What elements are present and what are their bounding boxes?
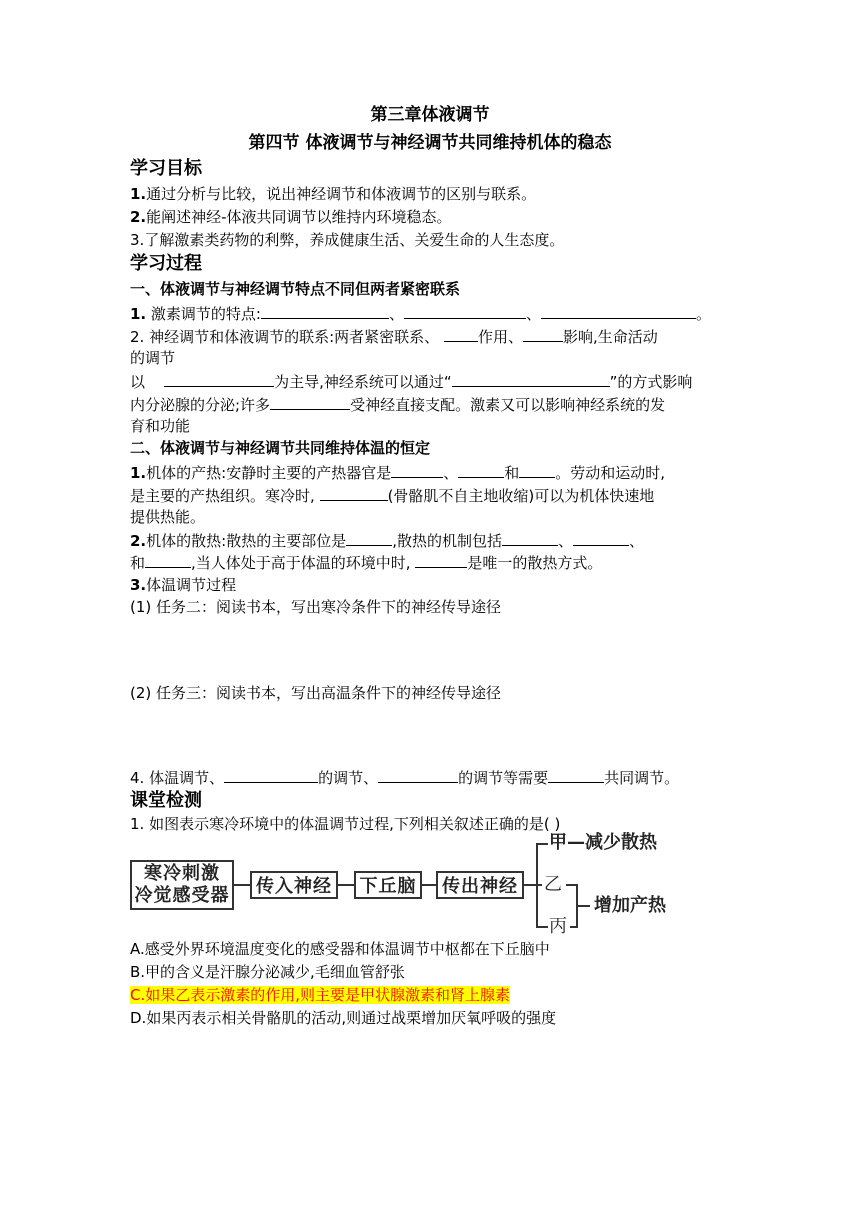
part1-q2-line4: 内分泌腺的分泌;许多 受神经直接支配。激素又可以影响神经系统的发	[130, 393, 665, 416]
answer-blank	[415, 551, 467, 568]
task3: (2) 任务三：阅读书本，写出高温条件下的神经传导途径	[130, 684, 502, 702]
answer-blank	[261, 302, 389, 319]
diagram-box-efferent: 传出神经	[436, 871, 524, 899]
check-heading: 课堂检测	[130, 790, 202, 811]
task2: (1) 任务二：阅读书本，写出寒冷条件下的神经传导途径	[130, 598, 502, 616]
answer-blank	[541, 302, 696, 319]
diagram-label-yi: 乙	[544, 874, 562, 895]
answer-blank	[145, 551, 191, 568]
part2-p1: 1.机体的产热:安静时主要的产热器官是 、 和 。劳动和运动时,	[130, 461, 665, 484]
option-a: A.感受外界环境温度变化的感受器和体温调节中枢都在下丘脑中	[130, 940, 550, 958]
answer-blank	[444, 325, 478, 342]
part2-p1-line3: 提供热能。	[130, 508, 206, 526]
part1-q2-line3: 以 为主导,神经系统可以通过“ ”的方式影响	[130, 370, 692, 393]
option-b: B.甲的含义是汗腺分泌减少,毛细血管舒张	[130, 963, 405, 981]
answer-blank	[502, 529, 558, 546]
section-title: 第四节 体液调节与神经调节共同维持机体的稳态	[248, 133, 612, 153]
objective-item: 2.能阐述神经-体液共同调节以维持内环境稳态。	[130, 208, 452, 226]
diagram-box-afferent: 传入神经	[250, 871, 338, 899]
part2-p3: 3.体温调节过程	[130, 576, 237, 594]
answer-blank	[378, 766, 458, 783]
answer-blank	[224, 766, 318, 783]
part2-q4: 4. 体温调节、 的调节、 的调节等需要 共同调节。	[130, 766, 679, 789]
part1-q2: 2. 神经调节和体液调节的联系:两者紧密联系、 作用、 影响,生命活动	[130, 325, 658, 348]
diagram-connector	[536, 884, 542, 886]
diagram-connector	[566, 884, 576, 886]
answer-blank	[320, 484, 388, 501]
answer-blank	[391, 461, 443, 478]
objective-item: 1.通过分析与比较，说出神经调节和体液调节的区别与联系。	[130, 185, 537, 203]
answer-blank	[548, 766, 604, 783]
diagram-label-jia: 甲—减少散热	[549, 832, 657, 853]
objective-item: 3.了解激素类药物的利弊，养成健康生活、关爱生命的人生态度。	[130, 231, 565, 249]
answer-blank	[519, 461, 555, 478]
part1-q2-line5: 育和功能	[130, 417, 191, 435]
part1-q1: 1. 激素调节的特点: 、 、 。	[130, 302, 711, 325]
part1-q2-line2: 的调节	[130, 349, 176, 367]
process-heading: 学习过程	[130, 253, 202, 274]
diagram-connector	[536, 926, 548, 928]
answer-blank	[404, 302, 526, 319]
diagram-connector	[536, 843, 548, 845]
part2-p1-line2: 是主要的产热组织。寒冷时, (骨骼肌不自主地收缩)可以为机体快速地	[130, 484, 654, 507]
answer-blank	[164, 370, 274, 387]
diagram-label-bing: 丙	[549, 916, 567, 937]
answer-blank	[523, 325, 563, 342]
check-question: 1. 如图表示寒冷环境中的体温调节过程,下列相关叙述正确的是( )	[130, 815, 561, 833]
answer-blank	[573, 529, 629, 546]
part1-heading: 一、体液调节与神经调节特点不同但两者紧密联系	[130, 280, 461, 298]
part2-heading: 二、体液调节与神经调节共同维持体温的恒定	[130, 439, 431, 457]
chapter-title: 第三章体液调节	[370, 105, 490, 125]
diagram-box-stimulus: 寒冷刺激 冷觉感受器	[130, 860, 234, 910]
part2-p2: 2.机体的散热:散热的主要部位是 ,散热的机制包括 、 、	[130, 529, 644, 552]
diagram-connector	[338, 884, 354, 886]
diagram-connector	[576, 905, 590, 907]
answer-blank	[270, 393, 350, 410]
option-c	[130, 984, 510, 1006]
option-d: D.如果丙表示相关骨骼肌的活动,则通过战栗增加厌氧呼吸的强度	[130, 1009, 557, 1027]
highlighted-answer: C.如果乙表示激素的作用,则主要是甲状腺激素和肾上腺素	[130, 986, 511, 1004]
diagram-connector	[422, 884, 436, 886]
diagram-connector	[524, 884, 536, 886]
part2-p2-line2: 和 ,当人体处于高于体温的环境中时, 是唯一的散热方式。	[130, 551, 602, 574]
answer-blank	[346, 529, 392, 546]
diagram-connector	[234, 884, 250, 886]
answer-blank	[458, 461, 504, 478]
diagram-box-hypothalamus: 下丘脑	[354, 871, 422, 899]
answer-blank	[452, 370, 610, 387]
objectives-heading: 学习目标	[130, 158, 202, 179]
diagram-label-increase: 增加产热	[594, 895, 666, 916]
